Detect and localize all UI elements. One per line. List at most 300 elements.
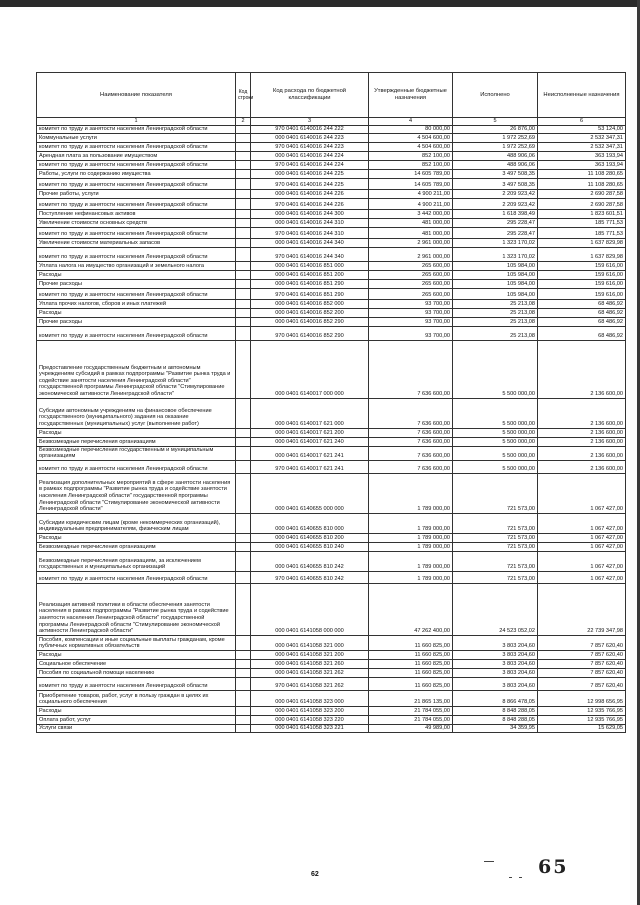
row-approved: 4 900 211,00: [369, 189, 453, 198]
header-number-row: [37, 118, 626, 126]
table-row: [37, 551, 626, 571]
row-approved: 852 100,00: [369, 160, 453, 169]
header-executed: Исполнено: [453, 73, 538, 118]
row-indicator-name: комитет по труду и занятости населения Ленинградской области: [37, 460, 236, 473]
row-remaining: 2 136 600,00: [538, 428, 626, 437]
row-budget-code: 970 0401 6140016 244 224: [251, 160, 369, 169]
row-approved: 14 605 789,00: [369, 169, 453, 178]
row-indicator-name: комитет по труду и занятости населения Ленинградской области: [37, 326, 236, 340]
row-remaining: 7 857 620,40: [538, 635, 626, 650]
row-budget-code: 000 0401 6140016 852 200: [251, 308, 369, 317]
row-line-code: [236, 542, 251, 551]
row-line-code: [236, 571, 251, 583]
row-approved: 93 700,00: [369, 326, 453, 340]
row-indicator-name: Безвозмездные перечисления организациям: [37, 437, 236, 446]
table-row: [37, 238, 626, 247]
row-budget-code: 000 0401 6140655 810 200: [251, 533, 369, 542]
row-remaining: 7 857 620,40: [538, 668, 626, 677]
row-line-code: [236, 398, 251, 428]
row-executed: 721 573,00: [453, 513, 538, 533]
row-budget-code: 970 0401 6140016 244 225: [251, 178, 369, 189]
row-approved: 7 636 600,00: [369, 398, 453, 428]
table-row: [37, 178, 626, 189]
row-line-code: [236, 227, 251, 238]
row-indicator-name: комитет по труду и занятости населения Ленинградской области: [37, 247, 236, 261]
row-budget-code: 000 0401 6140016 851 200: [251, 270, 369, 279]
row-remaining: 7 857 620,40: [538, 650, 626, 659]
row-line-code: [236, 288, 251, 299]
row-indicator-name: Прочие расходы: [37, 279, 236, 288]
row-executed: 2 209 923,42: [453, 198, 538, 209]
row-indicator-name: Расходы: [37, 533, 236, 542]
row-remaining: 2 532 347,31: [538, 133, 626, 142]
table-row: [37, 724, 626, 732]
table-row: [37, 583, 626, 635]
row-executed: 3 803 204,60: [453, 668, 538, 677]
row-executed: 5 500 000,00: [453, 446, 538, 460]
table-row: [37, 299, 626, 308]
row-remaining: 1 067 427,00: [538, 571, 626, 583]
row-budget-code: 000 0401 6141058 323 220: [251, 715, 369, 724]
row-line-code: [236, 460, 251, 473]
row-budget-code: 970 0401 6141058 321 262: [251, 677, 369, 690]
row-indicator-name: Предоставление государственным бюджетным и автономным учреждениям субсидий в рамках подпрограммы "Развитие рынка труда и содействие занятости населения Ленинградской области" государственной программы Ленинградской области "Стимулирование экономической активности Ленинградской области": [37, 340, 236, 398]
row-indicator-name: комитет по труду и занятости населения Ленинградской области: [37, 677, 236, 690]
row-executed: 3 803 204,60: [453, 635, 538, 650]
row-budget-code: 970 0401 6140016 244 223: [251, 142, 369, 151]
row-budget-code: 970 0401 6140017 621 241: [251, 460, 369, 473]
row-remaining: 68 486,92: [538, 317, 626, 326]
row-executed: 1 972 252,69: [453, 142, 538, 151]
row-indicator-name: Расходы: [37, 428, 236, 437]
row-indicator-name: Субсидии юридическим лицам (кроме некоммерческих организаций), индивидуальным предпринимателям, физическим лицам: [37, 513, 236, 533]
col-number: 5: [453, 118, 538, 126]
header-indicator-name: Наименование показателя: [37, 73, 236, 118]
row-remaining: 185 771,53: [538, 218, 626, 227]
row-executed: 105 984,00: [453, 261, 538, 270]
row-approved: 93 700,00: [369, 308, 453, 317]
header-remaining: Неисполненные назначения: [538, 73, 626, 118]
row-remaining: 1 637 829,98: [538, 247, 626, 261]
row-executed: 3 497 508,35: [453, 169, 538, 178]
row-indicator-name: Пособия, компенсации и иные социальные выплаты гражданам, кроме публичных нормативных обязательств: [37, 635, 236, 650]
row-executed: 3 803 204,60: [453, 659, 538, 668]
row-indicator-name: комитет по труду и занятости населения Ленинградской области: [37, 227, 236, 238]
row-indicator-name: Реализация дополнительных мероприятий в сфере занятости населения в рамках подпрограммы "Развитие рынка труда и содействие занятости населения Ленинградской области" государственной программы Ленинградской области "Стимулирование экономической активности Ленинградской области": [37, 473, 236, 513]
row-approved: 2 961 000,00: [369, 238, 453, 247]
row-approved: 1 789 000,00: [369, 513, 453, 533]
row-executed: 295 228,47: [453, 227, 538, 238]
row-remaining: 1 823 601,51: [538, 209, 626, 218]
table-row: [37, 189, 626, 198]
row-budget-code: 000 0401 6140016 244 300: [251, 209, 369, 218]
row-budget-code: 000 0401 6140016 244 223: [251, 133, 369, 142]
row-remaining: 1 067 427,00: [538, 473, 626, 513]
row-approved: 11 660 825,00: [369, 668, 453, 677]
table-row: [37, 198, 626, 209]
row-approved: 7 636 600,00: [369, 446, 453, 460]
table-row: [37, 151, 626, 160]
row-budget-code: 000 0401 6140017 621 240: [251, 437, 369, 446]
row-indicator-name: Расходы: [37, 650, 236, 659]
row-executed: 8 848 288,05: [453, 715, 538, 724]
row-line-code: [236, 142, 251, 151]
row-remaining: 2 690 287,58: [538, 198, 626, 209]
header-budget-code: Код расхода по бюджетной классификации: [251, 73, 369, 118]
row-remaining: 159 616,00: [538, 270, 626, 279]
row-indicator-name: Оплата работ, услуг: [37, 715, 236, 724]
handwritten-page-stamp: 65: [538, 856, 569, 878]
row-budget-code: 000 0401 6141058 323 221: [251, 724, 369, 732]
table-row: [37, 288, 626, 299]
row-executed: 8 848 288,05: [453, 706, 538, 715]
row-remaining: 1 637 829,98: [538, 238, 626, 247]
row-approved: 11 660 825,00: [369, 659, 453, 668]
table-row: [37, 142, 626, 151]
row-budget-code: 000 0401 6140016 244 225: [251, 169, 369, 178]
row-budget-code: 000 0401 6140655 810 242: [251, 551, 369, 571]
row-budget-code: 000 0401 6140016 244 310: [251, 218, 369, 227]
row-budget-code: 000 0401 6140655 810 000: [251, 513, 369, 533]
mark-dot: [509, 877, 512, 878]
row-remaining: 1 067 427,00: [538, 513, 626, 533]
row-indicator-name: комитет по труду и занятости населения Ленинградской области: [37, 571, 236, 583]
row-line-code: [236, 706, 251, 715]
row-line-code: [236, 446, 251, 460]
table-row: [37, 677, 626, 690]
table-row: [37, 340, 626, 398]
row-line-code: [236, 169, 251, 178]
row-indicator-name: комитет по труду и занятости населения Ленинградской области: [37, 198, 236, 209]
row-executed: 105 984,00: [453, 270, 538, 279]
table-row: [37, 533, 626, 542]
row-remaining: 22 739 347,98: [538, 583, 626, 635]
row-executed: 105 984,00: [453, 279, 538, 288]
row-budget-code: 000 0401 6140655 000 000: [251, 473, 369, 513]
row-approved: 21 784 055,00: [369, 706, 453, 715]
row-approved: 4 900 211,00: [369, 198, 453, 209]
row-remaining: 68 486,92: [538, 308, 626, 317]
header-line-code: Код строки: [236, 73, 251, 118]
row-approved: 21 865 135,00: [369, 690, 453, 706]
table-row: [37, 659, 626, 668]
row-indicator-name: Прочие работы, услуги: [37, 189, 236, 198]
row-indicator-name: комитет по труду и занятости населения Ленинградской области: [37, 288, 236, 299]
budget-execution-table: [36, 72, 626, 733]
row-executed: 25 213,08: [453, 326, 538, 340]
row-line-code: [236, 279, 251, 288]
row-line-code: [236, 299, 251, 308]
row-approved: 265 600,00: [369, 288, 453, 299]
table-row: [37, 668, 626, 677]
row-executed: 3 803 204,60: [453, 677, 538, 690]
row-line-code: [236, 583, 251, 635]
row-approved: 93 700,00: [369, 317, 453, 326]
row-remaining: 2 532 347,31: [538, 142, 626, 151]
row-line-code: [236, 317, 251, 326]
table-row: [37, 218, 626, 227]
row-executed: 721 573,00: [453, 551, 538, 571]
row-remaining: 2 136 600,00: [538, 340, 626, 398]
table-row: [37, 261, 626, 270]
row-budget-code: 970 0401 6140016 244 226: [251, 198, 369, 209]
row-remaining: 363 193,94: [538, 160, 626, 169]
row-remaining: 185 771,53: [538, 227, 626, 238]
row-approved: 93 700,00: [369, 299, 453, 308]
row-indicator-name: комитет по труду и занятости населения Ленинградской области: [37, 126, 236, 134]
row-executed: 1 618 398,49: [453, 209, 538, 218]
row-approved: 7 636 600,00: [369, 428, 453, 437]
row-indicator-name: Расходы: [37, 270, 236, 279]
row-indicator-name: Безвозмездные перечисления государственным и муниципальным организациям: [37, 446, 236, 460]
row-budget-code: 000 0401 6141058 321 262: [251, 668, 369, 677]
row-approved: 1 789 000,00: [369, 542, 453, 551]
table-row: [37, 279, 626, 288]
table-row: [37, 650, 626, 659]
row-budget-code: 970 0401 6140016 244 222: [251, 126, 369, 134]
row-remaining: 15 629,05: [538, 724, 626, 732]
row-executed: 721 573,00: [453, 571, 538, 583]
row-line-code: [236, 724, 251, 732]
table-body: [37, 126, 626, 733]
row-executed: 721 573,00: [453, 542, 538, 551]
row-approved: 14 605 789,00: [369, 178, 453, 189]
row-line-code: [236, 650, 251, 659]
row-line-code: [236, 437, 251, 446]
row-indicator-name: Увеличение стоимости основных средств: [37, 218, 236, 227]
row-approved: 7 636 600,00: [369, 340, 453, 398]
row-approved: 11 660 825,00: [369, 635, 453, 650]
table-row: [37, 428, 626, 437]
row-indicator-name: Поступление нефинансовых активов: [37, 209, 236, 218]
row-line-code: [236, 473, 251, 513]
row-approved: 47 262 400,00: [369, 583, 453, 635]
row-approved: 2 961 000,00: [369, 247, 453, 261]
row-approved: 265 600,00: [369, 270, 453, 279]
row-indicator-name: Субсидии автономным учреждениям на финансовое обеспечение государственного (муниципального) задания на оказание государственных (муниципальных) услуг (выполнение работ): [37, 398, 236, 428]
table-row: [37, 308, 626, 317]
row-budget-code: 000 0401 6141058 321 200: [251, 650, 369, 659]
row-line-code: [236, 218, 251, 227]
row-approved: 481 000,00: [369, 218, 453, 227]
table-row: [37, 247, 626, 261]
row-budget-code: 000 0401 6140017 621 241: [251, 446, 369, 460]
table-row: [37, 326, 626, 340]
row-indicator-name: комитет по труду и занятости населения Ленинградской области: [37, 160, 236, 169]
col-number: 3: [251, 118, 369, 126]
row-line-code: [236, 261, 251, 270]
row-executed: 26 876,00: [453, 126, 538, 134]
row-remaining: 363 193,94: [538, 151, 626, 160]
table-row: [37, 706, 626, 715]
row-indicator-name: Арендная плата за пользование имуществом: [37, 151, 236, 160]
row-remaining: 2 136 600,00: [538, 460, 626, 473]
row-remaining: 1 067 427,00: [538, 533, 626, 542]
row-remaining: 2 136 600,00: [538, 398, 626, 428]
row-approved: 265 600,00: [369, 261, 453, 270]
row-budget-code: 970 0401 6140655 810 242: [251, 571, 369, 583]
row-indicator-name: Безвозмездные перечисления организациям, за исключением государственных и муниципальных организаций: [37, 551, 236, 571]
row-remaining: 11 108 280,65: [538, 169, 626, 178]
row-line-code: [236, 160, 251, 169]
row-budget-code: 000 0401 6141058 321 000: [251, 635, 369, 650]
row-budget-code: 000 0401 6140016 852 290: [251, 317, 369, 326]
row-line-code: [236, 715, 251, 724]
row-budget-code: 000 0401 6140017 621 200: [251, 428, 369, 437]
row-budget-code: 000 0401 6141058 000 000: [251, 583, 369, 635]
row-approved: 3 442 000,00: [369, 209, 453, 218]
table-row: [37, 690, 626, 706]
table-row: [37, 635, 626, 650]
row-remaining: 1 067 427,00: [538, 542, 626, 551]
row-remaining: 7 857 620,40: [538, 677, 626, 690]
row-executed: 3 497 508,35: [453, 178, 538, 189]
row-remaining: 2 690 287,58: [538, 189, 626, 198]
row-approved: 265 600,00: [369, 279, 453, 288]
table-row: [37, 398, 626, 428]
row-budget-code: 000 0401 6140016 852 000: [251, 299, 369, 308]
row-executed: 1 972 252,69: [453, 133, 538, 142]
row-budget-code: 000 0401 6140016 244 226: [251, 189, 369, 198]
row-approved: 481 000,00: [369, 227, 453, 238]
row-budget-code: 970 0401 6140016 851 290: [251, 288, 369, 299]
row-budget-code: 000 0401 6140016 851 000: [251, 261, 369, 270]
row-approved: 49 989,00: [369, 724, 453, 732]
row-indicator-name: Приобретение товаров, работ, услуг в пользу граждан в целях их социального обеспечения: [37, 690, 236, 706]
row-executed: 8 866 478,05: [453, 690, 538, 706]
row-indicator-name: Реализация активной политики в области обеспечения занятости населения в рамках подпрограммы "Развитие рынка труда и содействие занятости населения Ленинградской области" государственной программы Ленинградской области "Стимулирование экономической активности Ленинградской области": [37, 583, 236, 635]
row-executed: 2 209 923,42: [453, 189, 538, 198]
row-indicator-name: комитет по труду и занятости населения Ленинградской области: [37, 142, 236, 151]
row-executed: 5 500 000,00: [453, 437, 538, 446]
row-line-code: [236, 690, 251, 706]
col-number: 2: [236, 118, 251, 126]
row-budget-code: 000 0401 6141058 323 000: [251, 690, 369, 706]
mark-dash: [484, 861, 494, 862]
row-executed: 721 573,00: [453, 533, 538, 542]
row-line-code: [236, 677, 251, 690]
row-executed: 34 359,95: [453, 724, 538, 732]
row-approved: 4 504 600,00: [369, 142, 453, 151]
table-row: [37, 473, 626, 513]
row-executed: 488 906,06: [453, 151, 538, 160]
col-number: 4: [369, 118, 453, 126]
row-line-code: [236, 178, 251, 189]
row-executed: 25 213,08: [453, 317, 538, 326]
row-budget-code: 000 0401 6140016 851 290: [251, 279, 369, 288]
table-row: [37, 571, 626, 583]
row-line-code: [236, 198, 251, 209]
row-budget-code: 000 0401 6141058 321 260: [251, 659, 369, 668]
row-line-code: [236, 209, 251, 218]
row-remaining: 7 857 620,40: [538, 659, 626, 668]
header-row: [37, 73, 626, 118]
row-budget-code: 000 0401 6140016 244 224: [251, 151, 369, 160]
row-executed: 5 500 000,00: [453, 428, 538, 437]
row-remaining: 159 616,00: [538, 279, 626, 288]
row-indicator-name: комитет по труду и занятости населения Ленинградской области: [37, 178, 236, 189]
row-executed: 5 500 000,00: [453, 398, 538, 428]
row-budget-code: 000 0401 6140655 810 240: [251, 542, 369, 551]
row-indicator-name: Работы, услуги по содержанию имущества: [37, 169, 236, 178]
row-indicator-name: Прочие расходы: [37, 317, 236, 326]
row-indicator-name: Уплата налога на имущество организаций и земельного налога: [37, 261, 236, 270]
row-indicator-name: Пособия по социальной помощи населению: [37, 668, 236, 677]
table-row: [37, 317, 626, 326]
table-row: [37, 227, 626, 238]
row-indicator-name: Коммунальные услуги: [37, 133, 236, 142]
table-row: [37, 446, 626, 460]
row-line-code: [236, 326, 251, 340]
row-executed: 721 573,00: [453, 473, 538, 513]
row-line-code: [236, 340, 251, 398]
table-row: [37, 126, 626, 134]
row-indicator-name: Увеличение стоимости материальных запасов: [37, 238, 236, 247]
row-budget-code: 970 0401 6140016 244 310: [251, 227, 369, 238]
header-approved: Утвержденные бюджетные назначения: [369, 73, 453, 118]
row-remaining: 1 067 427,00: [538, 551, 626, 571]
row-remaining: 12 998 656,95: [538, 690, 626, 706]
table-row: [37, 437, 626, 446]
row-approved: 1 789 000,00: [369, 533, 453, 542]
mark-dot: [519, 877, 522, 878]
row-indicator-name: Безвозмездные перечисления организациям: [37, 542, 236, 551]
row-executed: 488 906,06: [453, 160, 538, 169]
row-approved: 7 636 600,00: [369, 437, 453, 446]
table-row: [37, 542, 626, 551]
row-approved: 21 784 055,00: [369, 715, 453, 724]
row-line-code: [236, 668, 251, 677]
row-remaining: 2 136 600,00: [538, 446, 626, 460]
row-remaining: 12 935 766,95: [538, 706, 626, 715]
row-line-code: [236, 533, 251, 542]
row-approved: 1 789 000,00: [369, 551, 453, 571]
col-number: 1: [37, 118, 236, 126]
row-budget-code: 000 0401 6140016 244 340: [251, 238, 369, 247]
row-indicator-name: Услуги связи: [37, 724, 236, 732]
row-indicator-name: Расходы: [37, 308, 236, 317]
row-approved: 11 660 825,00: [369, 650, 453, 659]
row-executed: 25 213,08: [453, 308, 538, 317]
row-line-code: [236, 133, 251, 142]
row-budget-code: 970 0401 6140016 852 290: [251, 326, 369, 340]
row-approved: 1 789 000,00: [369, 571, 453, 583]
table-row: [37, 169, 626, 178]
row-line-code: [236, 635, 251, 650]
row-line-code: [236, 189, 251, 198]
row-indicator-name: Социальное обеспечение: [37, 659, 236, 668]
row-approved: 852 100,00: [369, 151, 453, 160]
row-line-code: [236, 513, 251, 533]
table-row: [37, 513, 626, 533]
page-number: 62: [311, 871, 319, 878]
table-row: [37, 209, 626, 218]
row-approved: 80 000,00: [369, 126, 453, 134]
row-executed: 3 803 204,60: [453, 650, 538, 659]
row-line-code: [236, 247, 251, 261]
row-line-code: [236, 551, 251, 571]
row-executed: 5 500 000,00: [453, 460, 538, 473]
row-line-code: [236, 270, 251, 279]
row-indicator-name: Расходы: [37, 706, 236, 715]
row-executed: 1 323 170,02: [453, 247, 538, 261]
row-remaining: 159 616,00: [538, 288, 626, 299]
row-remaining: 68 486,92: [538, 299, 626, 308]
row-remaining: 2 136 600,00: [538, 437, 626, 446]
scan-top-border: [0, 0, 640, 7]
row-line-code: [236, 659, 251, 668]
row-approved: 1 789 000,00: [369, 473, 453, 513]
